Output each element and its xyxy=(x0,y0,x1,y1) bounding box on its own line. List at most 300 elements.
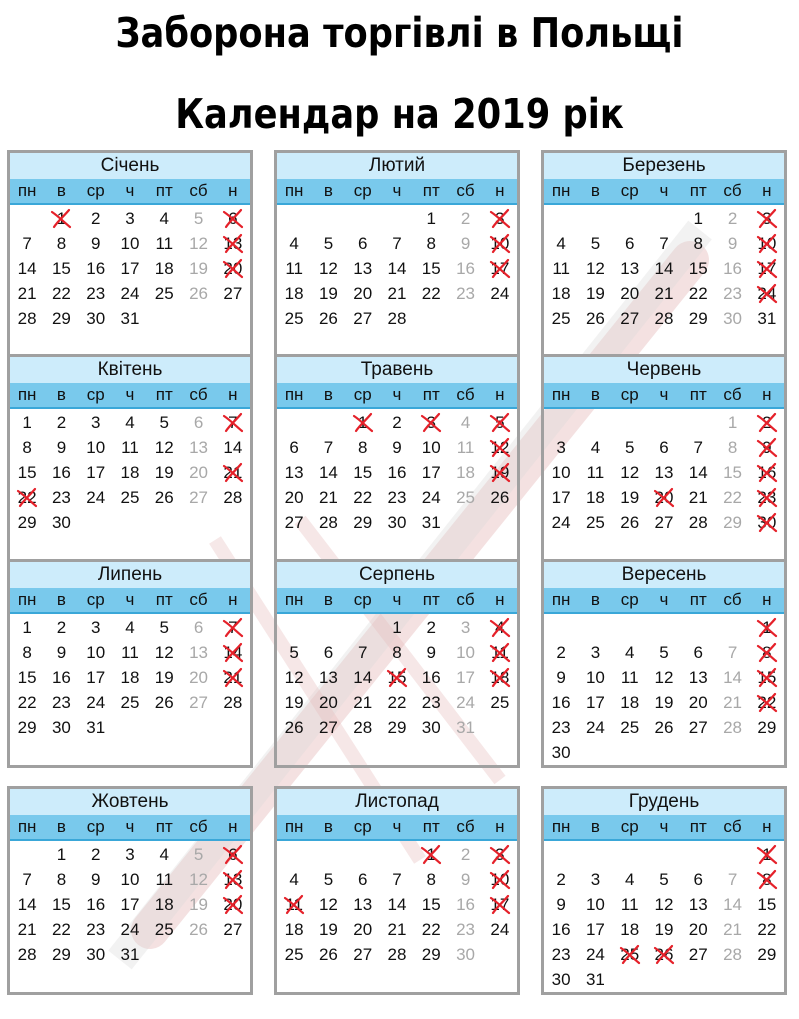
weekday-label: ср xyxy=(620,385,639,404)
day-number: 1 xyxy=(392,618,402,637)
weekday-label: сб xyxy=(456,590,475,609)
day-number: 10 xyxy=(585,668,605,687)
day-cell xyxy=(750,917,784,942)
day-number: 4 xyxy=(556,234,566,253)
empty-day-cell xyxy=(216,942,250,967)
day-cell xyxy=(113,690,147,715)
day-number: 3 xyxy=(495,209,505,228)
day-cell xyxy=(750,485,784,510)
day-cell xyxy=(147,256,181,281)
day-cell xyxy=(113,615,147,640)
day-number: 26 xyxy=(284,718,304,737)
day-cell xyxy=(216,410,250,435)
day-cell xyxy=(750,410,784,435)
day-number: 30 xyxy=(51,513,71,532)
weekday-label: пн xyxy=(284,817,304,836)
day-cell xyxy=(715,306,749,331)
empty-day-cell xyxy=(613,206,647,231)
empty-day-cell xyxy=(147,967,181,992)
day-cell xyxy=(448,256,482,281)
day-number: 8 xyxy=(22,438,32,457)
day-number: 4 xyxy=(159,209,169,228)
day-number: 20 xyxy=(318,693,338,712)
day-cell xyxy=(277,460,311,485)
day-number: 5 xyxy=(159,618,169,637)
day-number: 28 xyxy=(223,693,243,712)
day-number: 21 xyxy=(723,920,742,939)
day-number: 11 xyxy=(552,259,570,278)
empty-day-cell xyxy=(544,615,578,640)
weekday-label: н xyxy=(762,590,772,609)
day-cell xyxy=(380,410,414,435)
day-cell xyxy=(346,410,380,435)
day-cell xyxy=(277,510,311,535)
day-number: 20 xyxy=(189,463,208,482)
day-number: 26 xyxy=(189,284,208,303)
day-cell xyxy=(147,892,181,917)
day-number: 7 xyxy=(228,413,238,432)
week-row xyxy=(277,206,517,231)
day-number: 5 xyxy=(159,413,169,432)
day-cell xyxy=(44,231,78,256)
day-number: 25 xyxy=(120,488,140,507)
day-cell xyxy=(10,231,44,256)
day-number: 24 xyxy=(120,284,140,303)
day-cell xyxy=(216,485,250,510)
day-cell xyxy=(681,435,715,460)
day-number: 8 xyxy=(426,234,436,253)
day-number: 18 xyxy=(620,920,640,939)
empty-day-cell xyxy=(483,967,517,992)
day-cell xyxy=(44,842,78,867)
day-cell xyxy=(113,640,147,665)
week-row xyxy=(277,231,517,256)
empty-day-cell xyxy=(79,740,113,765)
day-cell xyxy=(544,967,578,992)
day-cell xyxy=(346,640,380,665)
week-row xyxy=(10,231,250,256)
empty-day-cell xyxy=(483,331,517,356)
weekday-label: сб xyxy=(189,590,208,609)
day-number: 27 xyxy=(189,488,208,507)
month-calendar xyxy=(541,354,787,563)
day-number: 10 xyxy=(86,438,106,457)
weekday-label: в xyxy=(590,817,600,836)
weekday-label: ср xyxy=(86,590,105,609)
day-number: 24 xyxy=(120,920,140,939)
day-cell xyxy=(544,715,578,740)
day-cell xyxy=(277,435,311,460)
day-number: 31 xyxy=(421,513,441,532)
day-number: 16 xyxy=(723,259,742,278)
day-cell xyxy=(544,435,578,460)
day-cell xyxy=(380,460,414,485)
day-cell xyxy=(414,485,448,510)
empty-day-cell xyxy=(380,206,414,231)
day-number: 10 xyxy=(120,234,140,253)
empty-day-cell xyxy=(715,615,749,640)
day-cell xyxy=(311,715,345,740)
weekday-label: сб xyxy=(723,590,742,609)
empty-day-cell xyxy=(483,942,517,967)
day-cell xyxy=(647,690,681,715)
day-number: 11 xyxy=(620,668,639,687)
day-cell xyxy=(681,690,715,715)
empty-day-cell xyxy=(10,331,44,356)
day-cell xyxy=(715,690,749,715)
week-row xyxy=(10,331,250,356)
day-cell xyxy=(44,917,78,942)
day-number: 13 xyxy=(688,668,708,687)
day-number: 15 xyxy=(51,259,71,278)
day-cell xyxy=(181,917,215,942)
day-number: 15 xyxy=(757,668,777,687)
empty-day-cell xyxy=(147,715,181,740)
day-cell xyxy=(681,917,715,942)
weekday-label: пн xyxy=(551,181,571,200)
day-cell xyxy=(277,867,311,892)
day-cell xyxy=(113,435,147,460)
weekday-label: пн xyxy=(284,590,304,609)
days-grid xyxy=(10,614,250,765)
day-cell xyxy=(544,917,578,942)
empty-day-cell xyxy=(681,331,715,356)
day-number: 31 xyxy=(120,945,140,964)
month-calendar xyxy=(274,354,520,563)
empty-day-cell xyxy=(311,410,345,435)
day-cell xyxy=(10,715,44,740)
day-number: 2 xyxy=(56,618,67,637)
day-cell xyxy=(544,942,578,967)
day-cell xyxy=(44,306,78,331)
day-number: 18 xyxy=(284,284,304,303)
day-cell xyxy=(181,410,215,435)
day-cell xyxy=(613,485,647,510)
day-number: 13 xyxy=(620,259,640,278)
week-row xyxy=(544,256,784,281)
day-number: 3 xyxy=(125,209,135,228)
day-number: 12 xyxy=(585,259,605,278)
week-row xyxy=(544,435,784,460)
day-number: 19 xyxy=(154,463,174,482)
day-number: 7 xyxy=(693,438,703,457)
day-cell xyxy=(10,435,44,460)
day-cell xyxy=(79,942,113,967)
day-cell xyxy=(79,231,113,256)
day-cell xyxy=(544,665,578,690)
empty-day-cell xyxy=(277,842,311,867)
day-cell xyxy=(277,231,311,256)
day-cell xyxy=(277,917,311,942)
weekday-label: в xyxy=(590,590,600,609)
weekday-label: пт xyxy=(155,590,173,609)
week-row xyxy=(10,942,250,967)
day-number: 14 xyxy=(223,438,243,457)
day-cell xyxy=(79,665,113,690)
day-cell xyxy=(147,281,181,306)
day-number: 29 xyxy=(17,718,37,737)
month-name: Грудень xyxy=(544,789,784,815)
empty-day-cell xyxy=(10,535,44,560)
empty-day-cell xyxy=(277,331,311,356)
month-calendar xyxy=(541,786,787,995)
week-row xyxy=(277,410,517,435)
day-number: 27 xyxy=(654,513,674,532)
day-cell xyxy=(613,867,647,892)
day-number: 30 xyxy=(51,718,71,737)
day-cell xyxy=(414,615,448,640)
day-cell xyxy=(216,842,250,867)
day-cell xyxy=(681,460,715,485)
day-number: 27 xyxy=(353,309,373,328)
day-number: 12 xyxy=(318,259,338,278)
day-cell xyxy=(414,842,448,867)
empty-day-cell xyxy=(681,615,715,640)
day-cell xyxy=(380,306,414,331)
empty-day-cell xyxy=(79,331,113,356)
day-cell xyxy=(79,435,113,460)
weekday-label: пн xyxy=(17,590,37,609)
day-cell xyxy=(277,485,311,510)
day-number: 20 xyxy=(353,284,373,303)
day-number: 23 xyxy=(51,488,71,507)
day-cell xyxy=(79,640,113,665)
day-cell xyxy=(613,942,647,967)
day-number: 28 xyxy=(387,945,407,964)
empty-day-cell xyxy=(311,206,345,231)
day-cell xyxy=(414,410,448,435)
day-cell xyxy=(113,231,147,256)
day-cell xyxy=(750,867,784,892)
day-cell xyxy=(414,665,448,690)
day-cell xyxy=(647,867,681,892)
day-number: 27 xyxy=(223,284,243,303)
day-number: 14 xyxy=(318,463,338,482)
day-cell xyxy=(544,690,578,715)
day-cell xyxy=(79,842,113,867)
weekday-label: пн xyxy=(284,385,304,404)
day-cell xyxy=(750,892,784,917)
empty-day-cell xyxy=(346,331,380,356)
day-number: 14 xyxy=(17,895,37,914)
weekday-label: ср xyxy=(86,385,105,404)
weekday-label: в xyxy=(56,385,66,404)
day-number: 1 xyxy=(727,413,738,432)
day-number: 17 xyxy=(490,895,510,914)
day-cell xyxy=(414,206,448,231)
day-cell xyxy=(647,715,681,740)
day-cell xyxy=(147,410,181,435)
day-number: 9 xyxy=(556,895,566,914)
month-name: Вересень xyxy=(544,562,784,588)
days-grid xyxy=(544,614,784,765)
day-number: 8 xyxy=(693,234,703,253)
empty-day-cell xyxy=(10,740,44,765)
empty-day-cell xyxy=(750,740,784,765)
day-number: 27 xyxy=(284,513,304,532)
empty-day-cell xyxy=(181,510,215,535)
weekday-label: пт xyxy=(155,817,173,836)
day-cell xyxy=(613,256,647,281)
day-number: 7 xyxy=(228,618,238,637)
page-title: Заборона торгівлі в Польщі xyxy=(115,9,684,57)
weekday-label: ср xyxy=(620,590,639,609)
day-cell xyxy=(181,460,215,485)
empty-day-cell xyxy=(578,535,612,560)
week-row xyxy=(10,435,250,460)
day-cell xyxy=(181,231,215,256)
day-number: 25 xyxy=(620,718,640,737)
day-number: 19 xyxy=(620,488,640,507)
day-number: 30 xyxy=(551,970,571,989)
day-number: 11 xyxy=(155,870,174,889)
empty-day-cell xyxy=(578,615,612,640)
day-number: 20 xyxy=(620,284,640,303)
day-cell xyxy=(44,281,78,306)
week-row xyxy=(277,942,517,967)
day-number: 16 xyxy=(421,668,441,687)
day-cell xyxy=(647,231,681,256)
day-number: 11 xyxy=(285,259,303,278)
day-cell xyxy=(544,892,578,917)
empty-day-cell xyxy=(380,535,414,560)
day-number: 15 xyxy=(421,259,441,278)
day-number: 16 xyxy=(551,920,571,939)
day-number: 24 xyxy=(585,945,605,964)
day-number: 5 xyxy=(495,413,505,432)
week-row xyxy=(10,615,250,640)
weekday-label: пн xyxy=(551,385,571,404)
week-row xyxy=(10,867,250,892)
day-cell xyxy=(79,460,113,485)
empty-day-cell xyxy=(147,510,181,535)
empty-day-cell xyxy=(181,942,215,967)
weekday-label: в xyxy=(56,817,66,836)
weekday-label: в xyxy=(323,817,333,836)
day-cell xyxy=(647,510,681,535)
empty-day-cell xyxy=(483,306,517,331)
day-cell xyxy=(578,306,612,331)
week-row xyxy=(277,256,517,281)
day-number: 28 xyxy=(723,945,742,964)
empty-day-cell xyxy=(448,967,482,992)
day-cell xyxy=(113,281,147,306)
day-cell xyxy=(147,665,181,690)
day-number: 6 xyxy=(228,209,238,228)
day-cell xyxy=(113,206,147,231)
day-cell xyxy=(750,256,784,281)
month-name: Квітень xyxy=(10,357,250,383)
day-number: 19 xyxy=(189,895,208,914)
day-number: 30 xyxy=(387,513,407,532)
day-cell xyxy=(647,435,681,460)
day-cell xyxy=(613,231,647,256)
weekday-label: ч xyxy=(125,181,135,200)
day-cell xyxy=(181,485,215,510)
day-number: 7 xyxy=(727,870,738,889)
day-cell xyxy=(613,435,647,460)
day-number: 6 xyxy=(693,643,703,662)
day-cell xyxy=(10,460,44,485)
day-cell xyxy=(414,460,448,485)
day-cell xyxy=(483,892,517,917)
day-cell xyxy=(346,256,380,281)
empty-day-cell xyxy=(181,740,215,765)
weekday-label: пт xyxy=(155,181,173,200)
day-number: 25 xyxy=(620,945,640,964)
day-number: 30 xyxy=(551,743,571,762)
empty-day-cell xyxy=(544,206,578,231)
day-number: 26 xyxy=(620,513,640,532)
day-number: 3 xyxy=(590,870,601,889)
day-number: 6 xyxy=(357,234,368,253)
day-cell xyxy=(113,306,147,331)
empty-day-cell xyxy=(216,535,250,560)
day-number: 8 xyxy=(22,643,32,662)
day-number: 19 xyxy=(318,920,338,939)
weekday-header xyxy=(277,588,517,614)
day-number: 6 xyxy=(228,845,238,864)
weekday-label: н xyxy=(762,385,772,404)
day-number: 9 xyxy=(762,438,772,457)
day-cell xyxy=(715,281,749,306)
week-row xyxy=(544,281,784,306)
day-cell xyxy=(750,615,784,640)
day-number: 13 xyxy=(688,895,708,914)
week-row xyxy=(544,690,784,715)
empty-day-cell xyxy=(613,740,647,765)
day-cell xyxy=(181,256,215,281)
week-row xyxy=(544,892,784,917)
day-number: 24 xyxy=(86,488,106,507)
week-row xyxy=(277,510,517,535)
empty-day-cell xyxy=(311,331,345,356)
day-number: 25 xyxy=(154,284,174,303)
day-cell xyxy=(10,942,44,967)
empty-day-cell xyxy=(647,535,681,560)
days-grid xyxy=(10,205,250,356)
day-number: 8 xyxy=(762,643,772,662)
day-cell xyxy=(681,256,715,281)
day-number: 25 xyxy=(120,693,140,712)
day-number: 13 xyxy=(284,463,304,482)
day-cell xyxy=(448,281,482,306)
day-number: 21 xyxy=(17,284,37,303)
empty-day-cell xyxy=(10,206,44,231)
day-number: 13 xyxy=(353,895,373,914)
day-cell xyxy=(681,510,715,535)
week-row xyxy=(544,917,784,942)
day-cell xyxy=(544,485,578,510)
day-cell xyxy=(647,665,681,690)
day-number: 14 xyxy=(654,259,674,278)
day-number: 10 xyxy=(456,643,475,662)
day-number: 25 xyxy=(456,488,475,507)
day-number: 4 xyxy=(125,618,135,637)
day-number: 30 xyxy=(757,513,777,532)
day-cell xyxy=(613,640,647,665)
day-number: 5 xyxy=(193,209,204,228)
day-cell xyxy=(10,640,44,665)
day-cell xyxy=(414,715,448,740)
empty-day-cell xyxy=(113,535,147,560)
empty-day-cell xyxy=(311,842,345,867)
weekday-label: в xyxy=(590,181,600,200)
week-row xyxy=(544,410,784,435)
empty-day-cell xyxy=(147,535,181,560)
day-cell xyxy=(44,206,78,231)
weekday-label: пт xyxy=(422,590,440,609)
